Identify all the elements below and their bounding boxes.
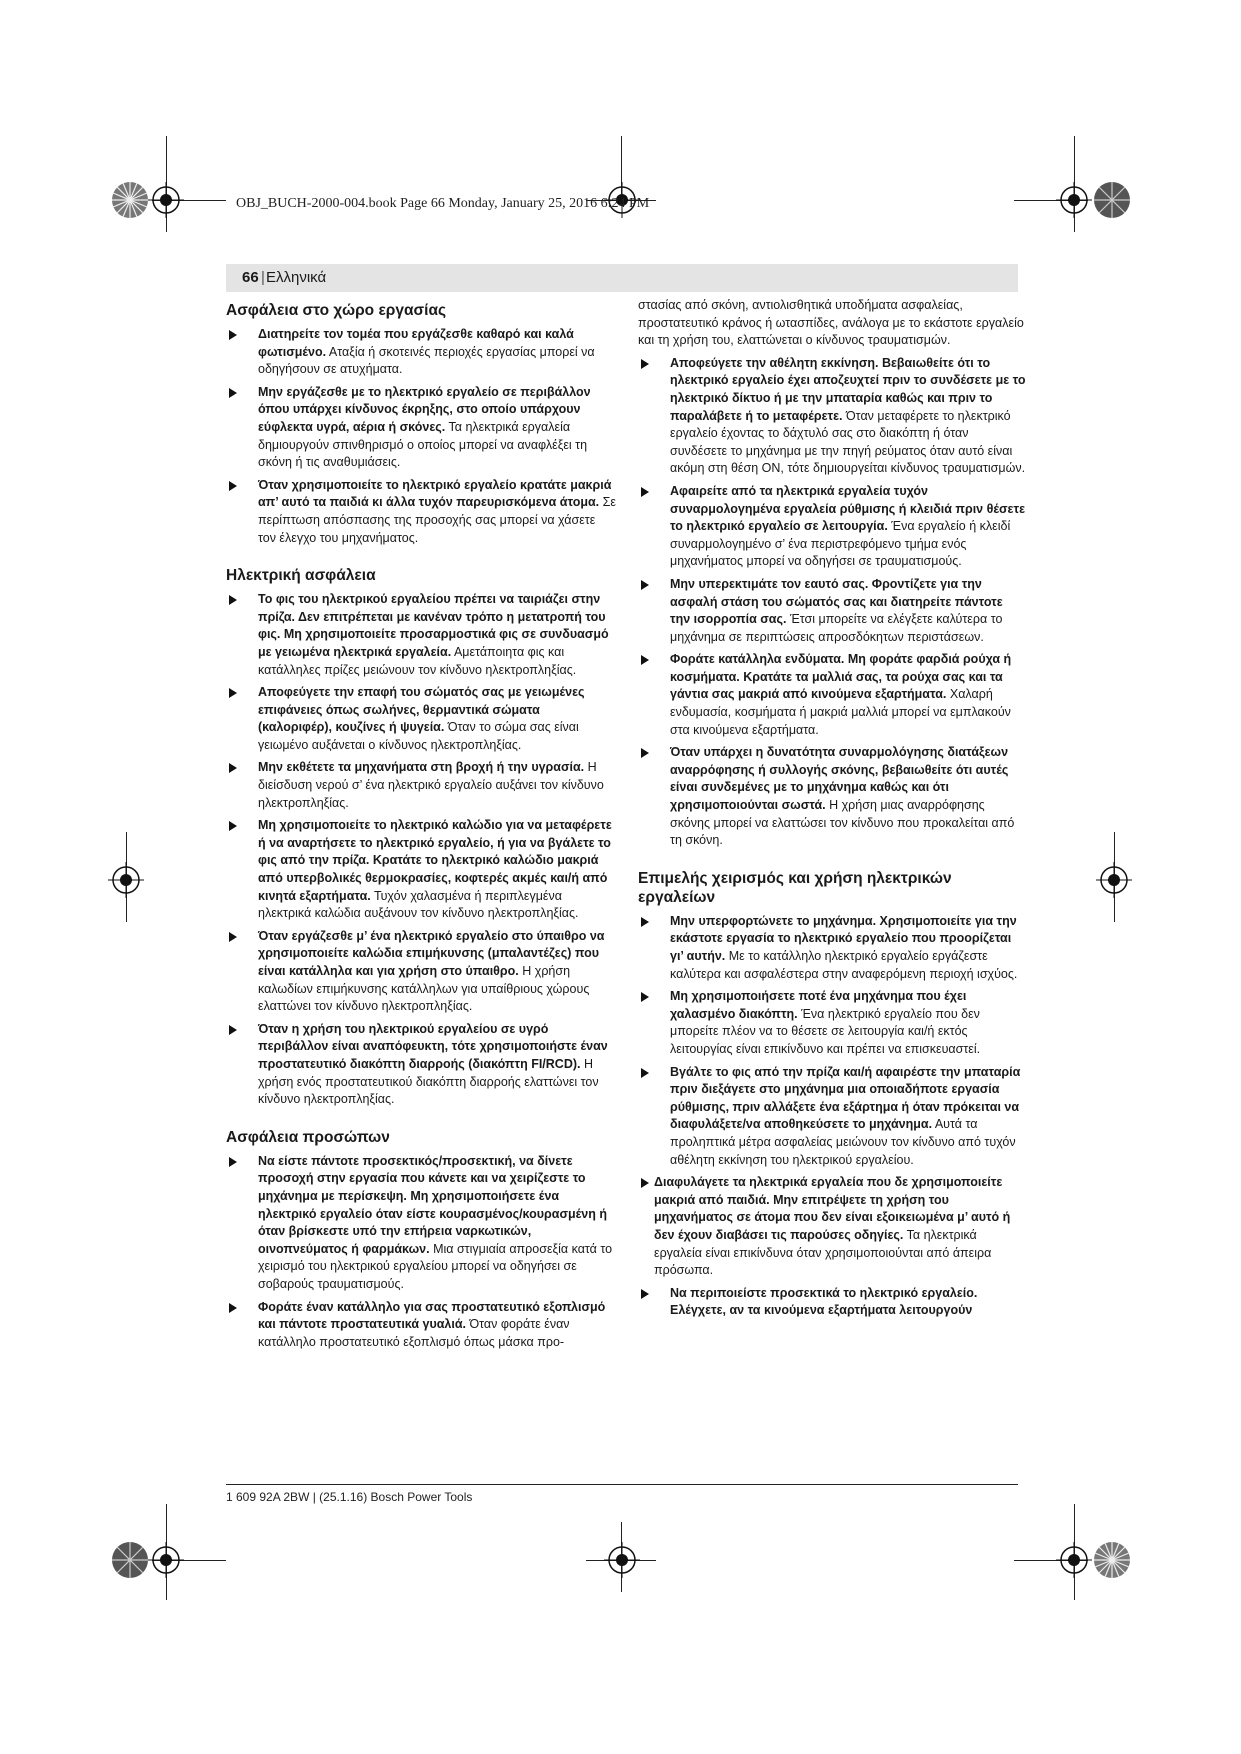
bullet-arrow-icon [641,917,649,927]
item-bold-text: Φοράτε κατάλληλα ενδύματα. Μη φοράτε φαρδιά ρούχα ή κοσμήματα. Κρατάτε τα μαλλιά σας, τα ρούχα σας και τα γάντια σας μακριά από κινούμενα εξαρτήματα. [670,652,1012,702]
list-item [226,817,616,923]
bullet-arrow-icon [641,655,649,665]
bullet-arrow-icon [641,1068,649,1078]
resolution-star-icon [110,180,150,220]
item-bold-text: Όταν εργάζεσθε μ’ ένα ηλεκτρικό εργαλείο στο ύπαιθρο να χρησιμοποιείτε καλώδια επιμήκυνσης (μπαλαντέζες) που είναι κατάλληλα και για χρήση στο ύπαιθρο. [258,928,605,978]
item-bold-text: Βγάλτε το φις από την πρίζα και/ή αφαιρέστε την μπαταρία πριν διεξάγετε στο μηχάνημα μια οποιαδήποτε εργασία ρύθμισης, πριν αλλάξετε ένα εξάρτημα ή όταν πρόκειται να διαφυλάξετε/να αποθηκεύσετε το μηχάνημα. [670,1064,1021,1132]
item-text: Σε περίπτωση απόσπασης της προσοχής σας μπορεί να χάσετε τον έλεγχο του μηχανήματος. [258,495,616,545]
bullet-arrow-icon [229,932,237,942]
registration-target-icon [604,1542,640,1578]
item-text: Η χρήση ενός προστατευτικού διακόπτη διαρροής ελαττώνει τον κίνδυνο ηλεκτροπληξίας. [258,1056,599,1107]
section-title: Ασφάλεια προσώπων [226,1128,390,1146]
section-title: Επιμελής χειρισμός και χρήση ηλεκτρικών εργαλείων [638,869,952,906]
item-text: Ένα ηλεκτρικό εργαλείο που δεν μπορείτε πλέον να το θέσετε σε λειτουργία και/ή εκτός λειτουργίας είναι επικίνδυνο και πρέπει να επισκευαστεί. [670,1006,981,1056]
footer-rule [226,1484,1018,1485]
bullet-arrow-icon [641,992,649,1002]
bullet-arrow-icon [229,1025,237,1035]
resolution-star-icon [1092,1540,1132,1580]
header-separator: | [261,269,265,286]
page-number: 66 [242,269,259,286]
item-bold-text: Αφαιρείτε από τα ηλεκτρικά εργαλεία τυχόν συναρμολογημένα εργαλεία ρύθμισης ή κλειδιά πριν θέσετε το ηλεκτρικό εργαλείο σε λειτουργία. [670,483,1025,534]
list-item [226,1299,616,1352]
item-text: Έτσι μπορείτε να ελέγξετε καλύτερα το μηχάνημα σε περιπτώσεις απροσδόκητων περιστάσεων. [670,612,1003,644]
section-title: Ασφάλεια στο χώρο εργασίας [226,302,447,319]
list-item [638,483,1026,571]
list-item [638,576,1026,646]
bullet-arrow-icon [229,1157,237,1167]
item-text: Αυτά τα προληπτικά μέτρα ασφαλείας μειώνουν τον κίνδυνο από τυχόν αθέλητη εκκίνηση του ηλεκτρικού εργαλείου. [670,1117,1016,1167]
item-bold-text: Διατηρείτε τον τομέα που εργάζεσθε καθαρό και καλά φωτισμένο. [258,327,574,359]
list-item [226,759,616,812]
bullet-arrow-icon [641,359,649,369]
item-text: Αμετάποιητα φις και κατάλληλες πρίζες μειώνουν τον κίνδυνο ηλεκτροπληξίας. [258,644,577,677]
bullet-arrow-icon [229,821,237,831]
item-bold-text: Μην εργάζεσθε με το ηλεκτρικό εργαλείο σε περιβάλλον όπου υπάρχει κίνδυνος έκρηξης, στο οποίο υπάρχουν εύφλεκτα υγρά, αέρια ή σκόνες. [258,384,591,434]
item-bold-text: Το φις του ηλεκτρικού εργαλείου πρέπει να ταιριάζει στην πρίζα. Δεν επιτρέπεται με κανέναν τρόπο η μετατροπή του φις. Μη χρησιμοποιείτε προσαρμοστικά φις σε συνδυασμό με γειωμένα ηλεκτρικά εργαλεία. [258,592,609,659]
item-bold-text: Μη χρησιμοποιήσετε ποτέ ένα μηχάνημα που έχει χαλασμένο διακόπτη. [670,989,967,1021]
registration-target-icon [1056,182,1092,218]
item-bold-text: Μην υπερεκτιμάτε τον εαυτό σας. Φροντίζετε για την ασφαλή στάση του σώματός σας και διατηρείτε πάντοτε την ισορροπία σας. [670,576,1003,627]
list-item [638,355,1026,478]
item-bold-text: Μην υπερφορτώνετε το μηχάνημα. Χρησιμοποιείτε για την εκάστοτε εργασία το ηλεκτρικό εργαλείο που προορίζεται γι’ αυτήν. [670,913,1017,963]
registration-target-icon [108,862,144,898]
item-bold-text: Όταν υπάρχει η δυνατότητα συναρμολόγησης διατάξεων αναρρόφησης ή συλλογής σκόνης, βεβαιωθείτε ότι αυτές είναι συνδεμένες με το μηχάνημα καθώς και ότι χρησιμοποιούνται σωστά. [670,745,1009,813]
bullet-arrow-icon [229,388,237,398]
item-text: Όταν μεταφέρετε το ηλεκτρικό εργαλείο έχοντας το δάχτυλό σας στο διακόπτη ή όταν συνδέσετε το μηχάνημα με την πηγή ρεύματος όταν αυτό είναι ακόμη στη θέση ON, τότε δημιουργείται κίνδυνος τραυματισμών. [670,408,1026,476]
list-item [226,928,616,1016]
registration-target-icon [148,182,184,218]
item-text: Η διείσδυση νερού σ’ ένα ηλεκτρικό εργαλείο αυξάνει τον κίνδυνο ηλεκτροπληξίας. [258,760,604,810]
page-footer: 1 609 92A 2BW | (25.1.16) Bosch Power Tools [226,1490,473,1504]
bullet-arrow-icon [641,1289,649,1299]
list-item [226,384,616,472]
item-text: Ένα εργαλείο ή κλειδί συναρμολογημένο σ’ ένα περιστρεφόμενο τμήμα ενός μηχανήματος μπορεί να οδηγήσει σε τραυματισμούς. [670,519,1011,569]
continued-text: στασίας από σκόνη, αντιολισθητικά υποδήματα ασφαλείας, προστατευτικό κράνος ή ωτασπίδες, ανάλογα με το εκάστοτε εργαλείο και τη χρήση του, ελαττώνεται ο κίνδυνος τραυματισμών. [638,298,1024,348]
registration-target-icon [1096,862,1132,898]
item-bold-text: Όταν η χρήση του ηλεκτρικού εργαλείου σε υγρό περιβάλλον είναι αναπόφευκτη, τότε χρησιμοποιήστε έναν προστατευτικό διακόπτη διαρροής (διακόπτη FI/RCD). [258,1021,608,1071]
list-item [226,477,616,547]
item-bold-text: Φοράτε έναν κατάλληλο για σας προστατευτικό εξοπλισμό και πάντοτε προστατευτικά γυαλιά. [258,1299,606,1332]
item-text: Μια στιγμιαία απροσεξία κατά το χειρισμό του ηλεκτρικού εργαλείου μπορεί να οδηγήσει σε σοβαρούς τραυματισμούς. [258,1241,613,1291]
item-text: Αταξία ή σκοτεινές περιοχές εργασίας μπορεί να οδηγήσουν σε ατυχήματα. [258,344,595,377]
section-title: Ηλεκτρική ασφάλεια [226,567,376,585]
list-item [638,1285,1026,1320]
bullet-arrow-icon [641,748,649,758]
item-bold-text: Μη χρησιμοποιείτε το ηλεκτρικό καλώδιο για να μεταφέρετε ή να αναρτήσετε το ηλεκτρικό εργαλείο, ή για να βγάλετε το φις από την πρίζα. Κρατάτε το ηλεκτρικό καλώδιο μακριά από υπερβολικές θερμοκρασίες, κοφτερές ακμές και/ή από κινητά εξαρτήματα. [258,818,612,903]
item-text: Όταν το σώμα σας είναι γειωμένο αυξάνεται ο κίνδυνος ηλεκτροπληξίας. [258,720,579,752]
item-bold-text: Να είστε πάντοτε προσεκτικός/προσεκτική, να δίνετε προσοχή στην εργασία που κάνετε και να χειρίζεστε το μηχάνημα με περίσκεψη. Μη χρησιμοποιήσετε ένα ηλεκτρικό εργαλείο όταν είστε κουρασμένος/κουρασμένη ή όταν βρίσκεστε υπό την επήρεια ναρκωτικών, οινοπνεύματος ή φαρμάκων. [258,1153,607,1256]
item-bold-text: Αποφεύγετε την επαφή του σώματός σας με γειωμένες επιφάνειες όπως σωλήνες, θερμαντικά σώματα (καλοριφέρ), κουζίνες ή ψυγεία. [258,685,585,735]
bullet-arrow-icon [229,688,237,698]
list-item [638,1064,1026,1170]
list-item [226,684,616,754]
list-item [638,1174,1026,1280]
item-bold-text: Να περιποιείστε προσεκτικά το ηλεκτρικό εργαλείο. Ελέγχετε, αν τα κινούμενα εξαρτήματα λειτουργούν [670,1285,978,1318]
item-text: Όταν φοράτε έναν κατάλληλο προστατευτικό εξοπλισμό όπως μάσκα προ- [258,1317,570,1349]
resolution-star-icon [1092,180,1132,220]
bullet-arrow-icon [229,595,237,605]
item-text: Η χρήση καλωδίων επιμήκυνσης κατάλληλων για υπαίθριους χώρους ελαττώνει τον κίνδυνο ηλεκτροπληξίας. [258,964,590,1014]
bullet-arrow-icon [229,481,237,491]
registration-target-icon [1056,1542,1092,1578]
list-item [226,1153,616,1294]
bullet-arrow-icon [641,1178,649,1188]
list-item [226,1021,616,1109]
list-item [638,744,1026,850]
item-text: Τα ηλεκτρικά εργαλεία δημιουργούν σπινθηρισμό ο οποίος μπορεί να αναφλέξει τη σκόνη ή τις αναθυμιάσεις. [258,419,588,470]
resolution-star-icon [110,1540,150,1580]
item-text: Η χρήση μιας αναρρόφησης σκόνης μπορεί να ελαττώσει τον κίνδυνο που προκαλείται από τη σκόνη. [670,798,1015,848]
left-column [226,297,616,1356]
print-header: OBJ_BUCH-2000-004.book Page 66 Monday, January 25, 2016 6:24 PM [236,196,650,211]
bullet-arrow-icon [641,487,649,497]
list-item [638,988,1026,1058]
bullet-arrow-icon [641,580,649,590]
registration-target-icon [148,1542,184,1578]
language-label: Ελληνικά [266,269,327,286]
item-bold-text: Μην εκθέτετε τα μηχανήματα στη βροχή ή την υγρασία. [258,760,585,775]
list-item [638,651,1026,739]
list-item [226,326,616,379]
bullet-arrow-icon [229,1303,237,1313]
item-bold-text: Όταν χρησιμοποιείτε το ηλεκτρικό εργαλείο κρατάτε μακριά απ’ αυτό τα παιδιά κι άλλα τυχόν παρευρισκόμενα άτομα. [258,477,612,510]
bullet-arrow-icon [229,330,237,340]
bullet-arrow-icon [229,763,237,773]
item-text: Με το κατάλληλο ηλεκτρικό εργαλείο εργάζεστε καλύτερα και ασφαλέστερα στην αναφερόμενη περιοχή ισχύος. [670,949,1018,981]
item-text: Τα ηλεκτρικά εργαλεία είναι επικίνδυνα όταν χρησιμοποιούνται από άπειρα πρόσωπα. [654,1227,992,1278]
item-bold-text: Αποφεύγετε την αθέλητη εκκίνηση. Βεβαιωθείτε ότι το ηλεκτρικό εργαλείο έχει αποζευχτεί πριν το συνδέσετε με το ηλεκτρικό δίκτυο ή με την μπαταρία καθώς και πριν το παραλάβετε ή το μεταφέρετε. [670,355,1026,423]
item-text: Χαλαρή ενδυμασία, κοσμήματα ή μακριά μαλλιά μπορεί να εμπλακούν στα κινούμενα εξαρτήματα. [670,687,1011,737]
list-item [638,913,1026,983]
right-column [638,297,1026,1325]
item-text: Τυχόν χαλασμένα ή περιπλεγμένα ηλεκτρικά καλώδια αυξάνουν τον κίνδυνο ηλεκτροπληξίας. [258,888,579,921]
page-header-bar [226,264,1018,292]
item-bold-text: Διαφυλάγετε τα ηλεκτρικά εργαλεία που δε χρησιμοποιείτε μακριά από παιδιά. Μην επιτρέψετε τη χρήση του μηχανήματος σε άτομα που δεν είναι εξοικειωμένα μ’ αυτό ή δεν έχουν διαβάσει τις παρούσες οδηγίες. [654,1175,1011,1242]
list-item [226,591,616,679]
